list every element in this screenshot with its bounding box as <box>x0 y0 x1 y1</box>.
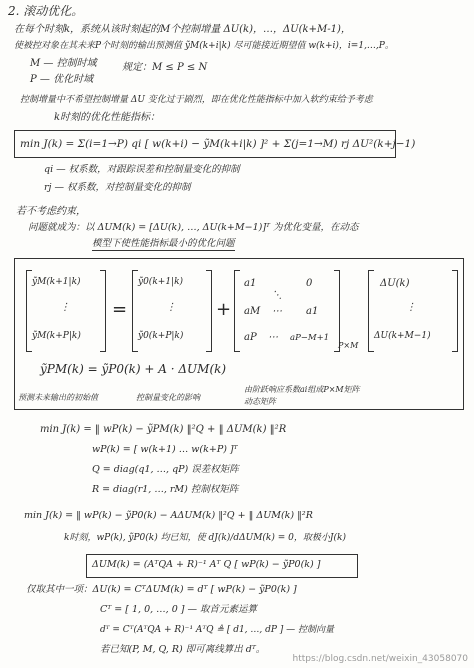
lhs-right-bracket <box>100 270 106 352</box>
plus-sign: + <box>216 299 232 320</box>
du-top: ΔU(k) <box>380 278 410 289</box>
p0-right-bracket <box>206 270 212 352</box>
annotation-step-response: 由阶跃响应系数ai组成P×M矩阵 <box>244 385 360 394</box>
lhs-top: ỹM(k+1|k) <box>32 277 81 287</box>
p0-dots: ⋮ <box>166 302 176 313</box>
a-r1c2: ⋱ <box>272 290 282 301</box>
note-line-5: P — 优化时域 <box>30 74 94 85</box>
a-r2c3: a1 <box>306 306 319 317</box>
derivative-condition: k时刻，wP(k), ỹP0(k) 均已知，使 dJ(k)/dΔUM(k) = 0，取极小J(k) <box>64 533 346 543</box>
a-left-bracket <box>234 270 240 352</box>
annotation-control-effect: 控制量变化的影响 <box>136 393 200 402</box>
p0-bot: ỹ0(k+P|k) <box>138 331 184 341</box>
a-r3c3: aP−M+1 <box>290 333 330 343</box>
du-dots: ⋮ <box>406 302 416 313</box>
a-r3c1: aP <box>244 332 257 343</box>
wp-definition: wP(k) = [ w(k+1) … w(k+P) ]ᵀ <box>92 444 238 455</box>
lhs-bot: ỹM(k+P|k) <box>32 331 81 341</box>
note-line-7: 控制增量中不希望控制增量 ΔU 变化过于剧烈，即在优化性能指标中加入软约束给予考虑 <box>20 95 373 105</box>
a-r1c3: 0 <box>306 278 313 289</box>
annotation-dynamic-matrix: 动态矩阵 <box>244 397 276 406</box>
note-line-10: qi — 权系数，对跟踪误差和控制量变化的抑制 <box>44 164 240 175</box>
watermark: https://blog.csdn.net/weixin_43058070 <box>292 654 468 664</box>
annotation-initial: 预测未来输出的初始值 <box>18 393 98 402</box>
lhs-dots: ⋮ <box>60 302 70 313</box>
a-r3c2: ⋯ <box>268 332 278 343</box>
note-line-6: 规定：M ≤ P ≤ N <box>122 62 208 73</box>
quadratic-index: min J(k) = ‖ wP(k) − ỹPM(k) ‖²Q + ‖ ΔUM(k) ‖²R <box>40 424 287 435</box>
note-line-2: 在每个时刻k，系统从该时刻起的M个控制增量 ΔU(k)，…，ΔU(k+M-1)， <box>14 24 351 35</box>
a-r1c1: a1 <box>244 278 257 289</box>
a-r2c1: aM <box>244 306 261 317</box>
offline-note: 若已知(P, M, Q, R) 即可离线算出 dᵀ。 <box>100 644 266 655</box>
d-vector: dᵀ = Cᵀ(AᵀQA + R)⁻¹ AᵀQ ≜ [ d1, …, dP ] — 控制向量 <box>100 625 335 635</box>
du-bot: ΔU(k+M−1) <box>374 331 431 341</box>
q-definition: Q = diag(q1, …, qP) 误差权矩阵 <box>92 464 239 475</box>
note-line-11: rj — 权系数，对控制量变化的抑制 <box>44 182 191 193</box>
note-line-12: 若不考虑约束， <box>16 206 86 217</box>
a-dimension: P×M <box>338 341 359 350</box>
p0-top: ỹ0(k+1|k) <box>138 277 184 287</box>
c-vector: Cᵀ = [ 1, 0, …, 0 ] — 取首元素运算 <box>100 604 258 615</box>
performance-index: min J(k) = Σ(i=1→P) qi [ w(k+i) − ỹM(k+i|k) ]² + Σ(j=1→M) rj ΔU²(k+j−1) <box>20 138 416 150</box>
du-right-bracket <box>452 270 458 352</box>
note-line-4: M — 控制时域 <box>30 58 97 69</box>
first-element: 仅取其中一项：ΔU(k) = CᵀΔUM(k) = dᵀ [ wP(k) − ỹP0(k) ] <box>26 584 297 595</box>
expanded-index: min J(k) = ‖ wP(k) − ỹP0(k) − AΔUM(k) ‖²Q + ‖ ΔUM(k) ‖²R <box>24 510 313 521</box>
r-definition: R = diag(r1, …, rM) 控制权矩阵 <box>92 484 239 495</box>
note-line-13: 问题就成为：以 ΔUM(k) = [ΔU(k), …, ΔU(k+M−1)]ᵀ 为优化变量，在动态 <box>28 222 359 233</box>
note-line-8: k时刻的优化性能指标： <box>54 112 161 123</box>
optimal-solution: ΔUM(k) = (AᵀQA + R)⁻¹ Aᵀ Q [ wP(k) − ỹP0(k) ] <box>92 559 321 570</box>
note-line-14: 模型下使性能指标最小的优化问题 <box>92 238 235 249</box>
note-line-3: 使被控对象在其未来P个时刻的输出预测值 ỹM(k+i|k) 尽可能接近期望值 w(k+i)，i=1,…,P。 <box>14 41 394 51</box>
a-r2c2: ⋯ <box>272 306 282 317</box>
section-title: 2. 滚动优化。 <box>8 4 84 18</box>
equals-sign: = <box>112 299 128 320</box>
compact-equation: ỹPM(k) = ỹP0(k) + A · ΔUM(k) <box>40 362 227 376</box>
